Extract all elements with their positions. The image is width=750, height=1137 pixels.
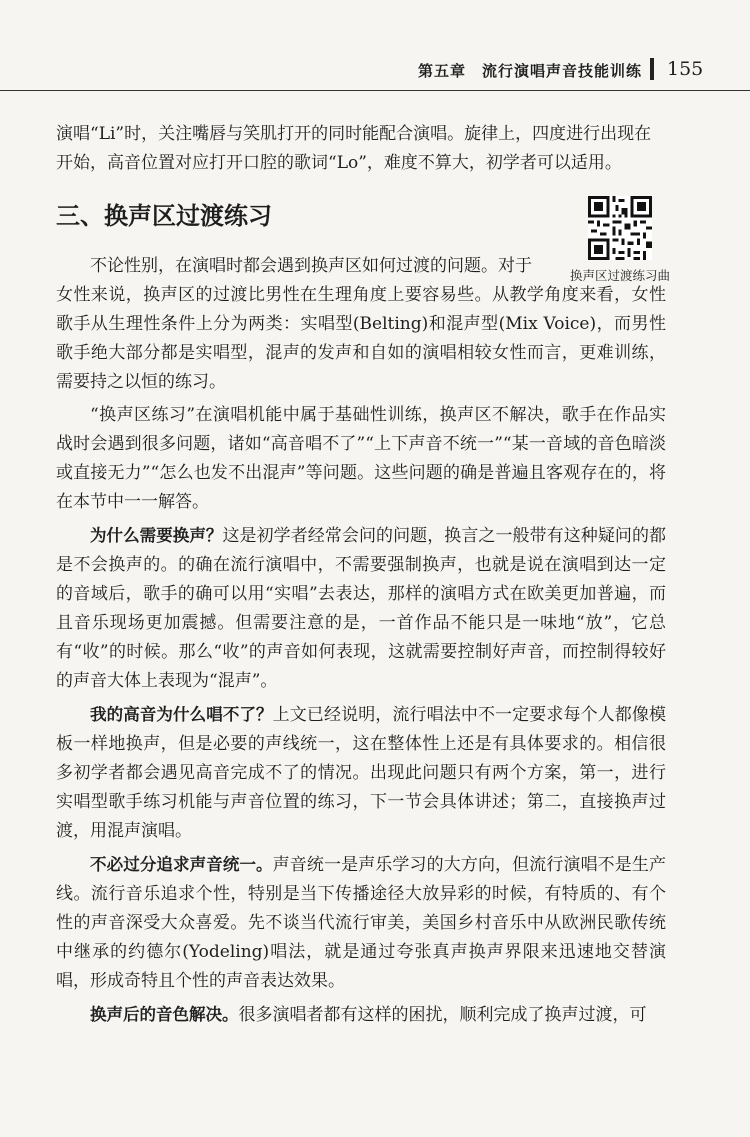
paragraph-5 — [56, 850, 666, 996]
page-number: 155 — [667, 58, 704, 80]
running-header — [0, 56, 750, 84]
chapter-number: 第五章 — [417, 62, 466, 80]
paragraph-4-lead: 我的高音为什么唱不了？ — [90, 705, 273, 724]
paragraph-3-text: 这是初学者经常会问的问题，换言之一般带有这种疑问的都是不会换声的。的确在流行演唱中，不需要强制换声，也就是说在演唱到达一定的音域后，歌手的确可以用“实唱”去表达，那样的演唱方式在欧美更加普遍，而且音乐现场更加震撼。但需要注意的是，一首作品不能只是一味地“放”，它总有“收”的时候。那么“收”的声音如何表现，这就需要控制好声音，而控制得较好的声音大体上表现为“混声”。 — [56, 526, 667, 691]
paragraph-1-first-line: 不论性别，在演唱时都会遇到换声区如何过渡的问题。对于 — [90, 256, 532, 276]
paragraph-6-text: 很多演唱者都有这样的困扰，顺利完成了换声过渡，可 — [238, 1005, 647, 1025]
chapter-name: 流行演唱声音技能训练 — [481, 62, 642, 80]
header-rule — [0, 90, 750, 91]
intro-line-2: 开始，高音位置对应打开口腔的歌词“Lo”，难度不算大，初学者可以适用。 — [56, 153, 622, 173]
header-divider — [650, 58, 654, 80]
section-heading: 三、换声区过渡练习 — [56, 202, 272, 230]
paragraph-3 — [56, 521, 666, 696]
intro-line-1: 演唱“Li”时，关注嘴唇与笑肌打开的同时能配合演唱。旋律上，四度进行出现在 — [56, 124, 652, 144]
paragraph-6-lead: 换声后的音色解决。 — [90, 1005, 239, 1024]
paragraph-4 — [56, 700, 666, 846]
paragraph-5-text: 声音统一是声乐学习的大方向，但流行演唱不是生产线。流行音乐追求个性，特别是当下传播途径大放异彩的时候，有特质的、有个性的声音深受大众喜爱。先不谈当代流行审美，美国乡村音乐中从欧洲民歌传统中继承的约德尔(Yodeling)唱法，就是通过夸张真声换声界限来迅速地交替演唱，形成奇特且个性的声音表达效果。 — [56, 855, 667, 991]
qr-caption: 换声区过渡练习曲 — [570, 268, 671, 283]
paragraph-1: 女性来说，换声区的过渡比男性在生理角度上要容易些。从教学角度来看，女性歌手从生理性条件上分为两类：实唱型(Belting)和混声型(Mix Voice)，而男性歌手绝大部分都是实唱型，混声的发声和自如的演唱相较女性而言，更难训练，需要持之以恒的练习。 — [56, 285, 666, 392]
paragraph-5-lead: 不必过分追求声音统一。 — [90, 855, 273, 874]
page-body — [56, 120, 666, 1030]
paragraph-4-text: 上文已经说明，流行唱法中不一定要求每个人都像模板一样地换声，但是必要的声线统一，这在整体性上还是有具体要求的。相信很多初学者都会遇见高音完成不了的情况。出现此问题只有两个方案，第一，进行实唱型歌手练习机能与声音位置的练习，下一节会具体讲述；第二，直接换声过渡，用混声演唱。 — [56, 705, 667, 841]
paragraph-3-lead: 为什么需要换声？ — [90, 526, 223, 545]
paragraph-6 — [56, 1000, 666, 1030]
paragraph-2: “换声区练习”在演唱机能中属于基础性训练，换声区不解决，歌手在作品实战时会遇到很多问题，诸如“高音唱不了”“上下声音不统一”“某一音域的音色暗淡或直接无力”“怎么也发不出混声”等问题。这些问题的确是普遍且客观存在的，将在本节中一一解答。 — [56, 405, 666, 512]
chapter-title — [418, 60, 642, 81]
